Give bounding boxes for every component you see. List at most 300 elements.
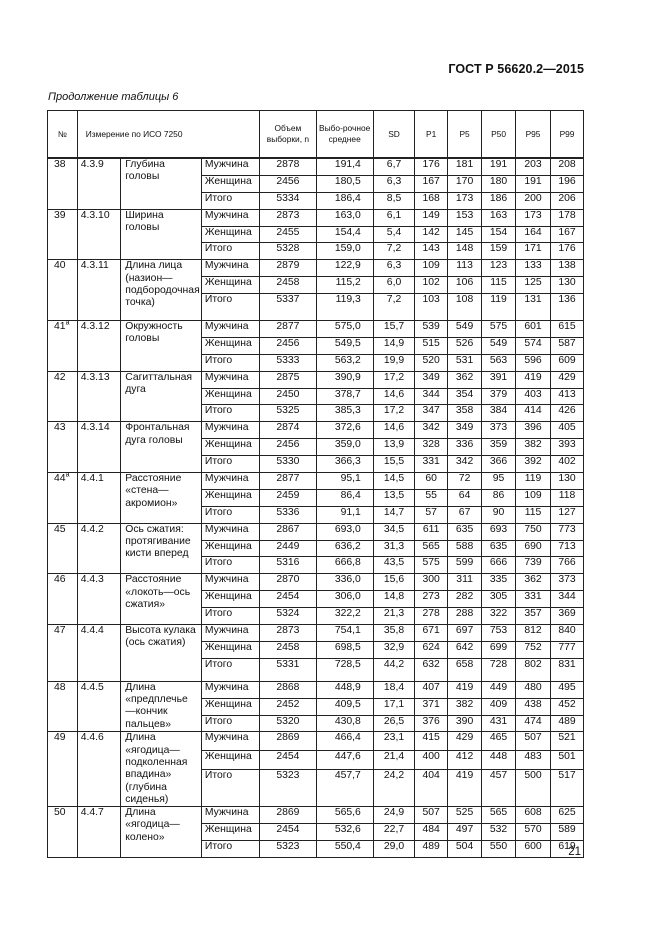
p5-value: 349	[448, 422, 482, 439]
mean-value: 91,1	[316, 506, 373, 523]
p1-value: 515	[415, 337, 448, 354]
measurement-name: Длина «ягодица—колено»	[121, 807, 202, 858]
sd-value: 14,9	[373, 337, 414, 354]
population-group: Итого	[201, 608, 259, 625]
p5-value: 697	[448, 625, 482, 642]
p95-value: 812	[516, 625, 551, 642]
mean-value: 666,8	[316, 557, 373, 574]
p95-value: 362	[516, 574, 551, 591]
iso-code: 4.3.12	[77, 321, 121, 372]
table-row	[48, 158, 584, 175]
mean-value: 122,9	[316, 260, 373, 277]
mean-value: 563,2	[316, 354, 373, 371]
row-number	[48, 422, 78, 473]
row-number-value: 47	[54, 625, 66, 637]
p95-value: 133	[516, 260, 551, 277]
mean-value: 366,3	[316, 456, 373, 473]
p99-value: 393	[551, 439, 584, 456]
p50-value: 693	[482, 523, 516, 540]
population-group: Итого	[201, 506, 259, 523]
p50-value: 86	[482, 489, 516, 506]
mean-value: 448,9	[316, 681, 373, 698]
p99-value: 495	[551, 681, 584, 698]
sd-value: 24,9	[373, 807, 414, 824]
sample-size: 5323	[260, 770, 316, 807]
table-row	[48, 422, 584, 439]
table-body	[48, 158, 584, 857]
sample-size: 2454	[260, 751, 316, 770]
sd-value: 15,5	[373, 456, 414, 473]
measurement-name: Сагиттальная дуга	[121, 371, 202, 422]
sd-value: 31,3	[373, 540, 414, 557]
p50-value: 563	[482, 354, 516, 371]
mean-value: 575,0	[316, 321, 373, 338]
sd-value: 5,4	[373, 226, 414, 243]
table-row	[48, 732, 584, 751]
sample-size: 2867	[260, 523, 316, 540]
mean-value: 359,0	[316, 439, 373, 456]
population-group: Мужчина	[201, 625, 259, 642]
table-row	[48, 807, 584, 824]
p95-value: 752	[516, 641, 551, 658]
sample-size: 5328	[260, 243, 316, 260]
measurement-name: Высота кулака (ось сжатия)	[121, 625, 202, 682]
p95-value: 750	[516, 523, 551, 540]
p1-value: 565	[415, 540, 448, 557]
sample-size: 2875	[260, 371, 316, 388]
row-number-value: 48	[54, 681, 66, 693]
p50-value: 728	[482, 658, 516, 681]
iso-code: 4.4.4	[77, 625, 121, 682]
p1-value: 400	[415, 751, 448, 770]
row-number	[48, 371, 78, 422]
mean-value: 191,4	[316, 158, 373, 175]
col-header-mean: Выбо-рочное среднее	[316, 111, 373, 159]
p99-value: 489	[551, 715, 584, 732]
p99-value: 127	[551, 506, 584, 523]
p99-value: 176	[551, 243, 584, 260]
population-group: Итого	[201, 557, 259, 574]
measurement-name: Ширина головы	[121, 209, 202, 260]
row-number	[48, 523, 78, 574]
p99-value: 619	[551, 840, 584, 857]
p1-value: 520	[415, 354, 448, 371]
sd-value: 26,5	[373, 715, 414, 732]
p5-value: 170	[448, 175, 482, 192]
sd-value: 17,2	[373, 371, 414, 388]
population-group: Женщина	[201, 591, 259, 608]
col-header-measurement: Измерение по ИСО 7250	[77, 111, 260, 159]
p50-value: 322	[482, 608, 516, 625]
sd-value: 8,5	[373, 192, 414, 209]
row-number-value: 38	[54, 159, 66, 170]
p50-value: 457	[482, 770, 516, 807]
p99-value: 402	[551, 456, 584, 473]
p95-value: 474	[516, 715, 551, 732]
sd-value: 21,3	[373, 608, 414, 625]
p5-value: 67	[448, 506, 482, 523]
measurement-name: Расстояние «локоть—ось сжатия»	[121, 574, 202, 625]
sd-value: 6,7	[373, 158, 414, 175]
p5-value: 64	[448, 489, 482, 506]
p5-value: 526	[448, 337, 482, 354]
p99-value: 521	[551, 732, 584, 751]
p50-value: 90	[482, 506, 516, 523]
p50-value: 409	[482, 698, 516, 715]
p5-value: 145	[448, 226, 482, 243]
population-group: Итого	[201, 192, 259, 209]
p1-value: 57	[415, 506, 448, 523]
p5-value: 635	[448, 523, 482, 540]
sample-size: 2870	[260, 574, 316, 591]
col-header-p50: P50	[482, 111, 516, 159]
p5-value: 362	[448, 371, 482, 388]
population-group: Итого	[201, 243, 259, 260]
p95-value: 203	[516, 158, 551, 175]
mean-value: 409,5	[316, 698, 373, 715]
population-group: Мужчина	[201, 807, 259, 824]
mean-value: 95,1	[316, 473, 373, 490]
mean-value: 550,4	[316, 840, 373, 857]
p50-value: 391	[482, 371, 516, 388]
row-number-value: 43	[54, 422, 66, 434]
row-number-value: 44	[54, 473, 66, 485]
population-group: Женщина	[201, 388, 259, 405]
p1-value: 611	[415, 523, 448, 540]
p50-value: 449	[482, 681, 516, 698]
p1-value: 349	[415, 371, 448, 388]
sd-value: 14,6	[373, 422, 414, 439]
population-group: Итого	[201, 294, 259, 321]
p95-value: 392	[516, 456, 551, 473]
sample-size: 5330	[260, 456, 316, 473]
mean-value: 549,5	[316, 337, 373, 354]
mean-value: 163,0	[316, 209, 373, 226]
sample-size: 5331	[260, 658, 316, 681]
sample-size: 2459	[260, 489, 316, 506]
p99-value: 589	[551, 824, 584, 841]
p50-value: 575	[482, 321, 516, 338]
population-group: Итого	[201, 405, 259, 422]
p95-value: 419	[516, 371, 551, 388]
population-group: Итого	[201, 840, 259, 857]
table-header-row	[48, 111, 584, 159]
p1-value: 484	[415, 824, 448, 841]
population-group: Мужчина	[201, 681, 259, 698]
sd-value: 18,4	[373, 681, 414, 698]
sample-size: 5316	[260, 557, 316, 574]
population-group: Мужчина	[201, 371, 259, 388]
mean-value: 186,4	[316, 192, 373, 209]
p95-value: 480	[516, 681, 551, 698]
p5-value: 504	[448, 840, 482, 857]
p95-value: 131	[516, 294, 551, 321]
sd-value: 15,7	[373, 321, 414, 338]
p5-value: 311	[448, 574, 482, 591]
p1-value: 176	[415, 158, 448, 175]
p1-value: 489	[415, 840, 448, 857]
p1-value: 632	[415, 658, 448, 681]
mean-value: 390,9	[316, 371, 373, 388]
sample-size: 2879	[260, 260, 316, 277]
population-group: Женщина	[201, 751, 259, 770]
p5-value: 525	[448, 807, 482, 824]
sample-size: 2458	[260, 277, 316, 294]
p1-value: 142	[415, 226, 448, 243]
p5-value: 412	[448, 751, 482, 770]
population-group: Мужчина	[201, 260, 259, 277]
sample-size: 2456	[260, 175, 316, 192]
p95-value: 191	[516, 175, 551, 192]
p99-value: 587	[551, 337, 584, 354]
p50-value: 180	[482, 175, 516, 192]
p95-value: 507	[516, 732, 551, 751]
sample-size: 5336	[260, 506, 316, 523]
sd-value: 7,2	[373, 294, 414, 321]
sd-value: 43,5	[373, 557, 414, 574]
mean-value: 430,8	[316, 715, 373, 732]
mean-value: 154,4	[316, 226, 373, 243]
sample-size: 2452	[260, 698, 316, 715]
population-group: Женщина	[201, 175, 259, 192]
p50-value: 666	[482, 557, 516, 574]
p95-value: 173	[516, 209, 551, 226]
p50-value: 359	[482, 439, 516, 456]
sd-value: 13,9	[373, 439, 414, 456]
iso-code: 4.4.2	[77, 523, 121, 574]
p5-value: 497	[448, 824, 482, 841]
p95-value: 690	[516, 540, 551, 557]
sample-size: 5325	[260, 405, 316, 422]
sd-value: 14,7	[373, 506, 414, 523]
p99-value: 369	[551, 608, 584, 625]
iso-code: 4.4.5	[77, 681, 121, 732]
sample-size: 2450	[260, 388, 316, 405]
measurement-name: Окружность головы	[121, 321, 202, 372]
mean-value: 115,2	[316, 277, 373, 294]
p99-value: 130	[551, 473, 584, 490]
p50-value: 366	[482, 456, 516, 473]
mean-value: 565,6	[316, 807, 373, 824]
p1-value: 278	[415, 608, 448, 625]
sample-size: 5324	[260, 608, 316, 625]
sample-size: 2874	[260, 422, 316, 439]
sd-value: 44,2	[373, 658, 414, 681]
p99-value: 118	[551, 489, 584, 506]
sd-value: 19,9	[373, 354, 414, 371]
population-group: Женщина	[201, 641, 259, 658]
sd-value: 13,5	[373, 489, 414, 506]
sd-value: 15,6	[373, 574, 414, 591]
p95-value: 739	[516, 557, 551, 574]
sample-size: 5337	[260, 294, 316, 321]
p1-value: 168	[415, 192, 448, 209]
measurement-name: Длина «предплечье—кончик пальцев»	[121, 681, 202, 732]
p5-value: 599	[448, 557, 482, 574]
measurements-table	[47, 110, 584, 858]
p99-value: 405	[551, 422, 584, 439]
sd-value: 23,1	[373, 732, 414, 751]
population-group: Женщина	[201, 226, 259, 243]
population-group: Итого	[201, 354, 259, 371]
table-row	[48, 260, 584, 277]
mean-value: 466,4	[316, 732, 373, 751]
p5-value: 282	[448, 591, 482, 608]
sample-size: 2456	[260, 337, 316, 354]
p50-value: 119	[482, 294, 516, 321]
p99-value: 713	[551, 540, 584, 557]
table-row	[48, 209, 584, 226]
p99-value: 625	[551, 807, 584, 824]
sd-value: 7,2	[373, 243, 414, 260]
p5-value: 72	[448, 473, 482, 490]
p5-value: 354	[448, 388, 482, 405]
col-header-p95: P95	[516, 111, 551, 159]
p5-value: 390	[448, 715, 482, 732]
p1-value: 149	[415, 209, 448, 226]
p50-value: 186	[482, 192, 516, 209]
p5-value: 148	[448, 243, 482, 260]
p1-value: 273	[415, 591, 448, 608]
p5-value: 173	[448, 192, 482, 209]
mean-value: 728,5	[316, 658, 373, 681]
p99-value: 429	[551, 371, 584, 388]
mean-value: 693,0	[316, 523, 373, 540]
p1-value: 671	[415, 625, 448, 642]
p50-value: 448	[482, 751, 516, 770]
p95-value: 608	[516, 807, 551, 824]
population-group: Женщина	[201, 277, 259, 294]
population-group: Женщина	[201, 337, 259, 354]
population-group: Мужчина	[201, 422, 259, 439]
p99-value: 517	[551, 770, 584, 807]
p1-value: 60	[415, 473, 448, 490]
mean-value: 636,2	[316, 540, 373, 557]
p95-value: 570	[516, 824, 551, 841]
p50-value: 431	[482, 715, 516, 732]
measurement-name: Фронтальная дуга головы	[121, 422, 202, 473]
p95-value: 601	[516, 321, 551, 338]
row-number	[48, 209, 78, 260]
p5-value: 531	[448, 354, 482, 371]
sample-size: 5333	[260, 354, 316, 371]
mean-value: 378,7	[316, 388, 373, 405]
p99-value: 773	[551, 523, 584, 540]
p95-value: 438	[516, 698, 551, 715]
footnote-marker: a	[65, 471, 70, 479]
population-group: Мужчина	[201, 473, 259, 490]
iso-code: 4.3.13	[77, 371, 121, 422]
p5-value: 642	[448, 641, 482, 658]
p50-value: 191	[482, 158, 516, 175]
p1-value: 331	[415, 456, 448, 473]
sd-value: 35,8	[373, 625, 414, 642]
sd-value: 32,9	[373, 641, 414, 658]
p95-value: 119	[516, 473, 551, 490]
p1-value: 109	[415, 260, 448, 277]
sample-size: 5334	[260, 192, 316, 209]
population-group: Женщина	[201, 540, 259, 557]
p99-value: 831	[551, 658, 584, 681]
population-group: Итого	[201, 658, 259, 681]
table-row	[48, 321, 584, 338]
p95-value: 200	[516, 192, 551, 209]
sample-size: 5320	[260, 715, 316, 732]
p95-value: 403	[516, 388, 551, 405]
table-row	[48, 523, 584, 540]
iso-code: 4.3.9	[77, 158, 121, 209]
p1-value: 167	[415, 175, 448, 192]
p1-value: 539	[415, 321, 448, 338]
p95-value: 600	[516, 840, 551, 857]
p99-value: 138	[551, 260, 584, 277]
table-row	[48, 681, 584, 698]
population-group: Мужчина	[201, 732, 259, 751]
sample-size: 2454	[260, 824, 316, 841]
mean-value: 372,6	[316, 422, 373, 439]
p99-value: 615	[551, 321, 584, 338]
iso-code: 4.4.7	[77, 807, 121, 858]
p5-value: 181	[448, 158, 482, 175]
population-group: Женщина	[201, 489, 259, 506]
page-number: 21	[568, 846, 581, 858]
mean-value: 457,7	[316, 770, 373, 807]
row-number-value: 41	[54, 321, 66, 333]
iso-code: 4.4.3	[77, 574, 121, 625]
p99-value: 206	[551, 192, 584, 209]
p95-value: 596	[516, 354, 551, 371]
row-number-value: 45	[54, 523, 66, 535]
measurement-name: Расстояние «стена—акромион»	[121, 473, 202, 524]
p99-value: 208	[551, 158, 584, 175]
mean-value: 336,0	[316, 574, 373, 591]
p50-value: 635	[482, 540, 516, 557]
table-row	[48, 473, 584, 490]
p1-value: 55	[415, 489, 448, 506]
p50-value: 335	[482, 574, 516, 591]
mean-value: 754,1	[316, 625, 373, 642]
sample-size: 2873	[260, 625, 316, 642]
sample-size: 2878	[260, 158, 316, 175]
iso-code: 4.3.14	[77, 422, 121, 473]
iso-code: 4.4.6	[77, 732, 121, 807]
p1-value: 347	[415, 405, 448, 422]
p95-value: 500	[516, 770, 551, 807]
mean-value: 119,3	[316, 294, 373, 321]
population-group: Мужчина	[201, 209, 259, 226]
sample-size: 2455	[260, 226, 316, 243]
sd-value: 14,8	[373, 591, 414, 608]
p50-value: 384	[482, 405, 516, 422]
p99-value: 130	[551, 277, 584, 294]
p99-value: 178	[551, 209, 584, 226]
measurement-name: Длина лица (назион—подбородочная точка)	[121, 260, 202, 321]
p1-value: 624	[415, 641, 448, 658]
population-group: Мужчина	[201, 158, 259, 175]
p50-value: 154	[482, 226, 516, 243]
mean-value: 86,4	[316, 489, 373, 506]
col-header-sample-size: Объем выборки, n	[260, 111, 316, 159]
p1-value: 575	[415, 557, 448, 574]
p50-value: 163	[482, 209, 516, 226]
p99-value: 609	[551, 354, 584, 371]
p95-value: 115	[516, 506, 551, 523]
p95-value: 396	[516, 422, 551, 439]
row-number-value: 42	[54, 371, 66, 383]
population-group: Мужчина	[201, 321, 259, 338]
col-header-no: №	[48, 111, 78, 159]
sample-size: 2877	[260, 473, 316, 490]
